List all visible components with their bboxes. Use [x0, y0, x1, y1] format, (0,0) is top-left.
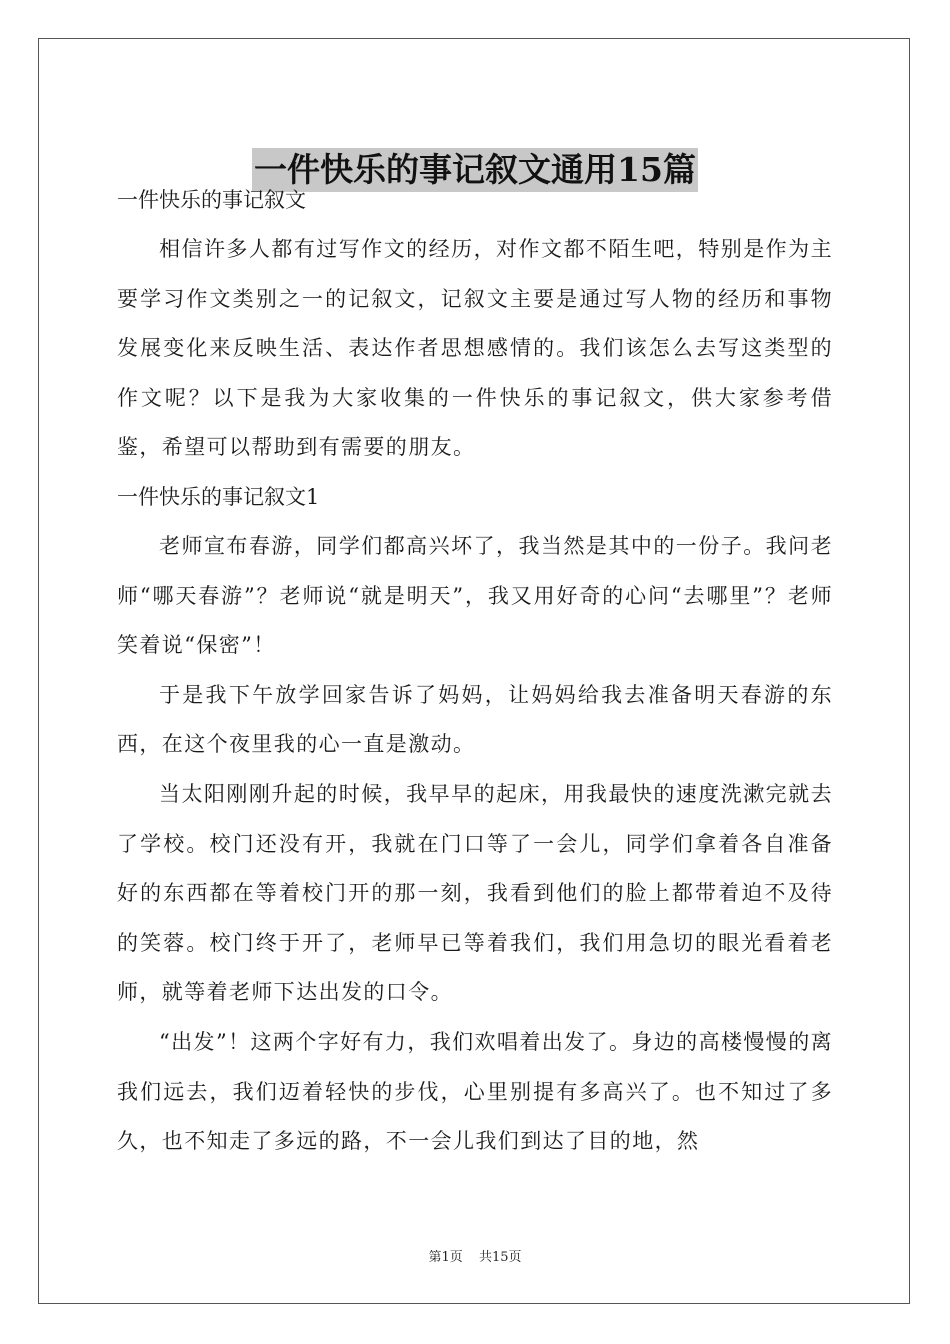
- intro-section: [117, 176, 833, 473]
- paragraph: 相信许多人都有过写作文的经历，对作文都不陌生吧，特别是作为主要学习作文类别之一的记叙文，记叙文主要是通过写人物的经历和事物发展变化来反映生活、表达作者思想感情的。我们该怎么去写这类型的作文呢？以下是我为大家收集的一件快乐的事记叙文，供大家参考借鉴，希望可以帮助到有需要的朋友。: [117, 237, 833, 460]
- paragraph: 老师宣布春游，同学们都高兴坏了，我当然是其中的一份子。我问老师“哪天春游”？老师说“就是明天”，我又用好奇的心问“去哪里”？老师笑着说“保密”！: [117, 533, 833, 658]
- document-body: [117, 176, 833, 1167]
- paragraph: “出发”！这两个字好有力，我们欢唱着出发了。身边的高楼慢慢的离我们远去，我们迈着轻快的步伐，心里别提有多高兴了。也不知过了多久，也不知走了多远的路，不一会儿我们到达了目的地，然: [117, 1029, 833, 1154]
- section-heading: 一件快乐的事记叙文1: [117, 484, 320, 509]
- document-title: 一件快乐的事记叙文通用15篇: [252, 148, 698, 192]
- paragraph: 于是我下午放学回家告诉了妈妈，让妈妈给我去准备明天春游的东西，在这个夜里我的心一直是激动。: [117, 682, 833, 757]
- page-footer: [0, 1246, 950, 1265]
- section-heading: 一件快乐的事记叙文: [117, 188, 306, 212]
- total-pages: 共15页: [478, 1250, 522, 1265]
- page-number: 第1页: [428, 1250, 463, 1265]
- essay-1-section: [117, 473, 833, 1167]
- paragraph: 当太阳刚刚升起的时候，我早早的起床，用我最快的速度洗漱完就去了学校。校门还没有开，我就在门口等了一会儿，同学们拿着各自准备好的东西都在等着校门开的那一刻，我看到他们的脸上都带着迫不及待的笑蓉。校门终于开了，老师早已等着我们，我们用急切的眼光看着老师，就等着老师下达出发的口令。: [117, 781, 833, 1005]
